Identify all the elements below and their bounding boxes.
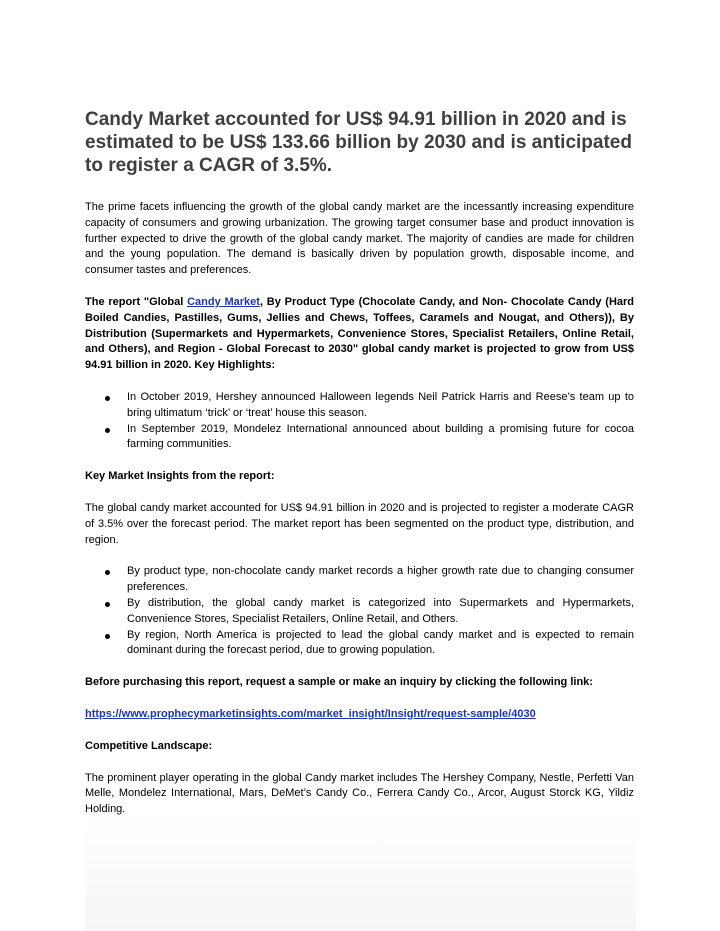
insight-text: By distribution, the global candy market is categorized into Supermarkets and Hypermarkets, Convenience Stores, Specialist Retailers, Online Retail, and Others. bbox=[127, 596, 634, 625]
insights-heading: Key Market Insights from the report: bbox=[85, 470, 275, 483]
inquiry-link-paragraph bbox=[85, 707, 634, 723]
report-suffix: , By Product Type (Chocolate Candy, and Non- Chocolate Candy (Hard Boiled Candies, Pastilles, Gums, Jellies and Chews, Toffees, Caramels and Nougat, and Others)), By Distribution (Supermarkets and Hypermarkets, Convenience Stores, Specialist Retailers, Online Retail, and Others), and Region - Global Forecast to 2030" global candy market is projected to grow from US$ 94.91 billion in 2020. Key Highlights: bbox=[85, 295, 635, 372]
insight-text: By product type, non-chocolate candy market records a higher growth rate due to changing consumer preferences. bbox=[127, 565, 634, 594]
insights-paragraph: The global candy market accounted for US$ 94.91 billion in 2020 and is projected to register a moderate CAGR of 3.5% over the forecast period. The market report has been segmented on the product type, distribution, and region. bbox=[85, 501, 634, 546]
bullet-icon bbox=[105, 428, 110, 433]
page-shading bbox=[85, 810, 636, 931]
list-item bbox=[85, 422, 634, 454]
competitive-paragraph: The prominent player operating in the global Candy market includes The Hershey Company, Nestle, Perfetti Van Melle, Mondelez International, Mars, DeMet’s Candy Co., Ferrera Candy Co., Arcor, August Storck KG, Yildiz Holding. bbox=[85, 771, 634, 816]
bullet-icon bbox=[105, 602, 110, 607]
list-item bbox=[85, 564, 634, 596]
bullet-icon bbox=[105, 634, 110, 639]
highlights-list bbox=[85, 390, 634, 453]
list-item bbox=[85, 596, 634, 628]
report-prefix: The report "Global bbox=[85, 295, 188, 308]
highlight-text: In October 2019, Hershey announced Halloween legends Neil Patrick Harris and Reese’s team up to bring ultimatum ‘trick’ or ‘treat’ house this season. bbox=[127, 390, 634, 419]
bullet-icon bbox=[105, 570, 110, 575]
document-title: Candy Market accounted for US$ 94.91 billion in 2020 and is estimated to be US$ 133.66 billion by 2030 and is anticipated to register a CAGR of 3.5%. bbox=[85, 109, 632, 176]
request-sample-link[interactable]: https://www.prophecymarketinsights.com/market_insight/Insight/request-sample/4030 bbox=[85, 707, 536, 720]
inquiry-text: Before purchasing this report, request a sample or make an inquiry by clicking the following link: bbox=[85, 676, 593, 689]
insights-list bbox=[85, 564, 634, 659]
list-item bbox=[85, 390, 634, 422]
intro-paragraph: The prime facets influencing the growth of the global candy market are the incessantly increasing expenditure capacity of consumers and growing urbanization. The growing target consumer base and product innovation is further expected to drive the growth of the global candy market. The majority of candies are made for children and the young population. The demand is basically driven by population growth, disposable income, and consumer tastes and preferences. bbox=[85, 201, 634, 277]
candy-market-link[interactable]: Candy Market bbox=[187, 295, 260, 308]
bullet-icon bbox=[105, 396, 110, 401]
insight-text: By region, North America is projected to lead the global candy market and is expected to remain dominant during the forecast period, due to growing population. bbox=[127, 628, 634, 657]
highlight-text: In September 2019, Mondelez International announced about building a promising future for cocoa farming communities. bbox=[127, 422, 634, 451]
competitive-heading: Competitive Landscape: bbox=[85, 739, 213, 752]
report-paragraph bbox=[85, 295, 634, 374]
list-item bbox=[85, 628, 634, 660]
